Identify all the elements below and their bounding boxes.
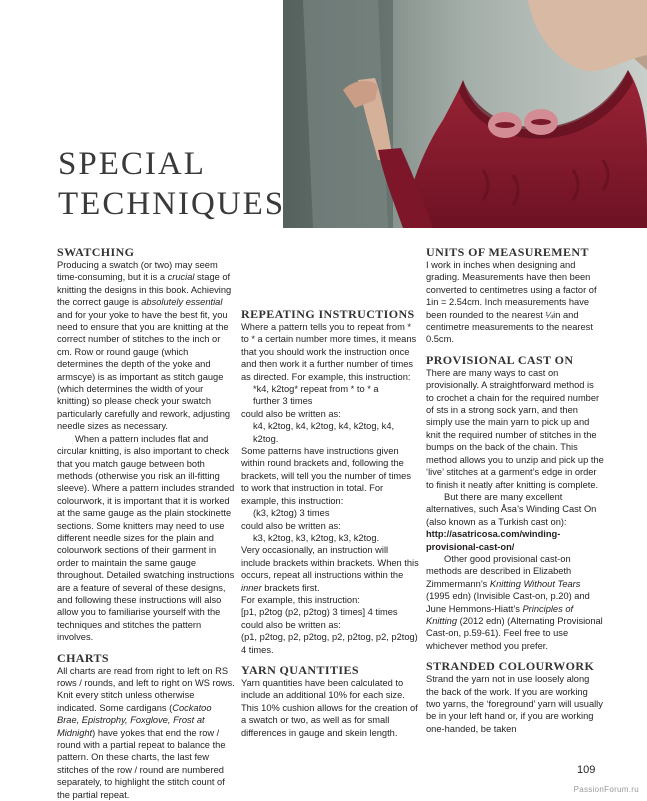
repeating-example-3-written: (p1, p2tog, p2, p2tog, p2, p2tog, p2, p2tog) 4 times. bbox=[241, 632, 418, 655]
header-photo bbox=[283, 0, 647, 228]
repeating-example-2-written: k3, k2tog, k3, k2tog, k3, k2tog. bbox=[253, 532, 380, 543]
provisional-paragraph-3: Other good provisional cast-on methods are described in Elizabeth Zimmermann’s Knitting Without Tears (1995 edn) (Invisible Cast-on, p.20) and June Hemmons-Hiatt’s Principles of Knitting (2012 edn) (Alternating Provisional Cast-on, p.59-61). Feel free to use whichever method you prefer. bbox=[426, 553, 603, 651]
repeating-example-3: [p1, p2tog (p2, p2tog) 3 times] 4 times bbox=[241, 607, 398, 618]
column-1 bbox=[57, 245, 235, 801]
repeating-written-1: could also be written as: bbox=[241, 408, 341, 419]
button-left bbox=[488, 112, 522, 138]
heading-charts: CHARTS bbox=[57, 650, 109, 665]
button-right bbox=[524, 109, 558, 135]
stranded-paragraph: Strand the yarn not in use loosely along the back of the work. If you are working two yarns, the ‘foreground’ yarn will usually be in your left hand or, if you are working one-handed, be taken bbox=[426, 674, 603, 734]
heading-provisional-cast-on: PROVISIONAL CAST ON bbox=[426, 352, 574, 367]
swatching-paragraph-1: Producing a swatch (or two) may seem time-consuming, but it is a crucial stage of knitting the designs in this book. Achieving the correct gauge is absolutely essential and for your yoke to have the best fit, you need to ensure that you are knitting at the correct number of stitches to the inch or cm. Row or round gauge (which determines the depth of the yoke and armscye) is as important as stitch gauge (which determines the width of your knitting) so please check your swatch particularly carefully and rework, adjusting needle sizes as necessary. bbox=[57, 260, 232, 432]
provisional-paragraph-1: There are many ways to cast on provisionally. A straightforward method is to crochet a chain for the required number of sts in a strong sock yarn, and then simply use the main yarn to pick up and knit the required number of stitches in the bumps on the back of the chain. This method allows you to unzip and pick up the ‘live’ stitches at a garment’s edge in order to finish it neatly after knitting is complete. bbox=[426, 367, 604, 490]
repeating-paragraph-3-example-lead: For example, this instruction: bbox=[241, 594, 360, 605]
repeating-example-2: (k3, k2tog) 3 times bbox=[253, 508, 330, 519]
repeating-paragraph-1: Where a pattern tells you to repeat from * to * a certain number more times, it means that you should work the instruction once and then work it a further number of times as directed. For example, this instruction: bbox=[241, 322, 417, 382]
heading-units-of-measurement: UNITS OF MEASUREMENT bbox=[426, 245, 589, 259]
repeating-example-1-written: k4, k2tog, k4, k2tog, k4, k2tog, k4, k2tog. bbox=[253, 421, 395, 444]
title-line-1: SPECIAL bbox=[58, 146, 206, 182]
charts-paragraph-start: All charts are read from right to left on RS rows / rounds, and left to right on WS rows. Knit every stitch unless otherwise indicated. Some cardigans (Cockatoo Brae, Epistrophy, Foxglove, Frost at Midnight) have yokes that end the row / round with a partial repeat to balance the pattern. On these charts, the last few stitches of the row / round are numbered separately, to highlight the stitch count of the partial repeat. bbox=[57, 665, 235, 800]
units-paragraph: I work in inches when designing and grading. Measurements have then been converted to centimetres using a factor of 1in = 2.54cm. Inch measurements have been rounded to the nearest ¼in and centimetre measurements to the nearest 0.5cm. bbox=[426, 260, 597, 345]
heading-repeating-instructions: REPEATING INSTRUCTIONS bbox=[241, 307, 415, 321]
repeating-example-1: *k4, k2tog* repeat from * to * a bbox=[253, 384, 379, 395]
title-line-2: TECHNIQUES bbox=[58, 186, 286, 222]
provisional-paragraph-2: But there are many excellent alternatives, such Åsa’s Winding Cast On (also known as a Turkish cast on): http://asatricosa.com/winding-provisional-cast-on/ bbox=[426, 491, 597, 552]
column-3 bbox=[426, 245, 604, 735]
repeating-example-1-cont: further 3 times bbox=[253, 396, 313, 407]
yarn-paragraph: Yarn quantities have been calculated to include an additional 10% for each size. This 10% cushion allows for the creation of a swatch or two, as well as for small differences in gauge and skein length. bbox=[241, 677, 418, 738]
repeating-paragraph-2: Some patterns have instructions given within round brackets and, following the brackets, will tell you the number of times to work that instruction in total. For example, this instruction: bbox=[241, 446, 411, 506]
page-number: 109 bbox=[577, 764, 596, 776]
heading-stranded-colourwork: STRANDED COLOURWORK bbox=[426, 659, 595, 674]
repeating-paragraph-3: Very occasionally, an instruction will include brackets within brackets. When this occurs, repeat all instructions within the inner brackets first. bbox=[241, 545, 419, 593]
swatching-paragraph-2: When a pattern includes flat and circular knitting, is also important to check that you match gauge between both methods (otherwise you risk an ill-fitting sleeve). Where a pattern includes stranded colourwork, it is important that it is worked at the same gauge as the plain stockinette sections. Some knitters may need to use different needle sizes for the plain and colourwork sections of their garment in order to maintain the same gauge throughout. Detailed swatching instructions are a feature of several of these designs, and following these instructions will also allow you to familiarise yourself with the techniques and stitches the pattern involves. bbox=[57, 433, 235, 643]
sweater-photo-illustration bbox=[283, 0, 647, 228]
repeating-written-3: could also be written as: bbox=[241, 619, 341, 630]
heading-swatching: SWATCHING bbox=[57, 245, 135, 259]
watermark: PassionForum.ru bbox=[573, 785, 639, 794]
column-2 bbox=[241, 245, 419, 739]
provisional-link[interactable]: http://asatricosa.com/winding-provisional-cast-on/ bbox=[426, 529, 561, 552]
repeating-written-2: could also be written as: bbox=[241, 520, 341, 531]
page-title bbox=[58, 144, 285, 224]
heading-yarn-quantities: YARN QUANTITIES bbox=[241, 662, 359, 677]
